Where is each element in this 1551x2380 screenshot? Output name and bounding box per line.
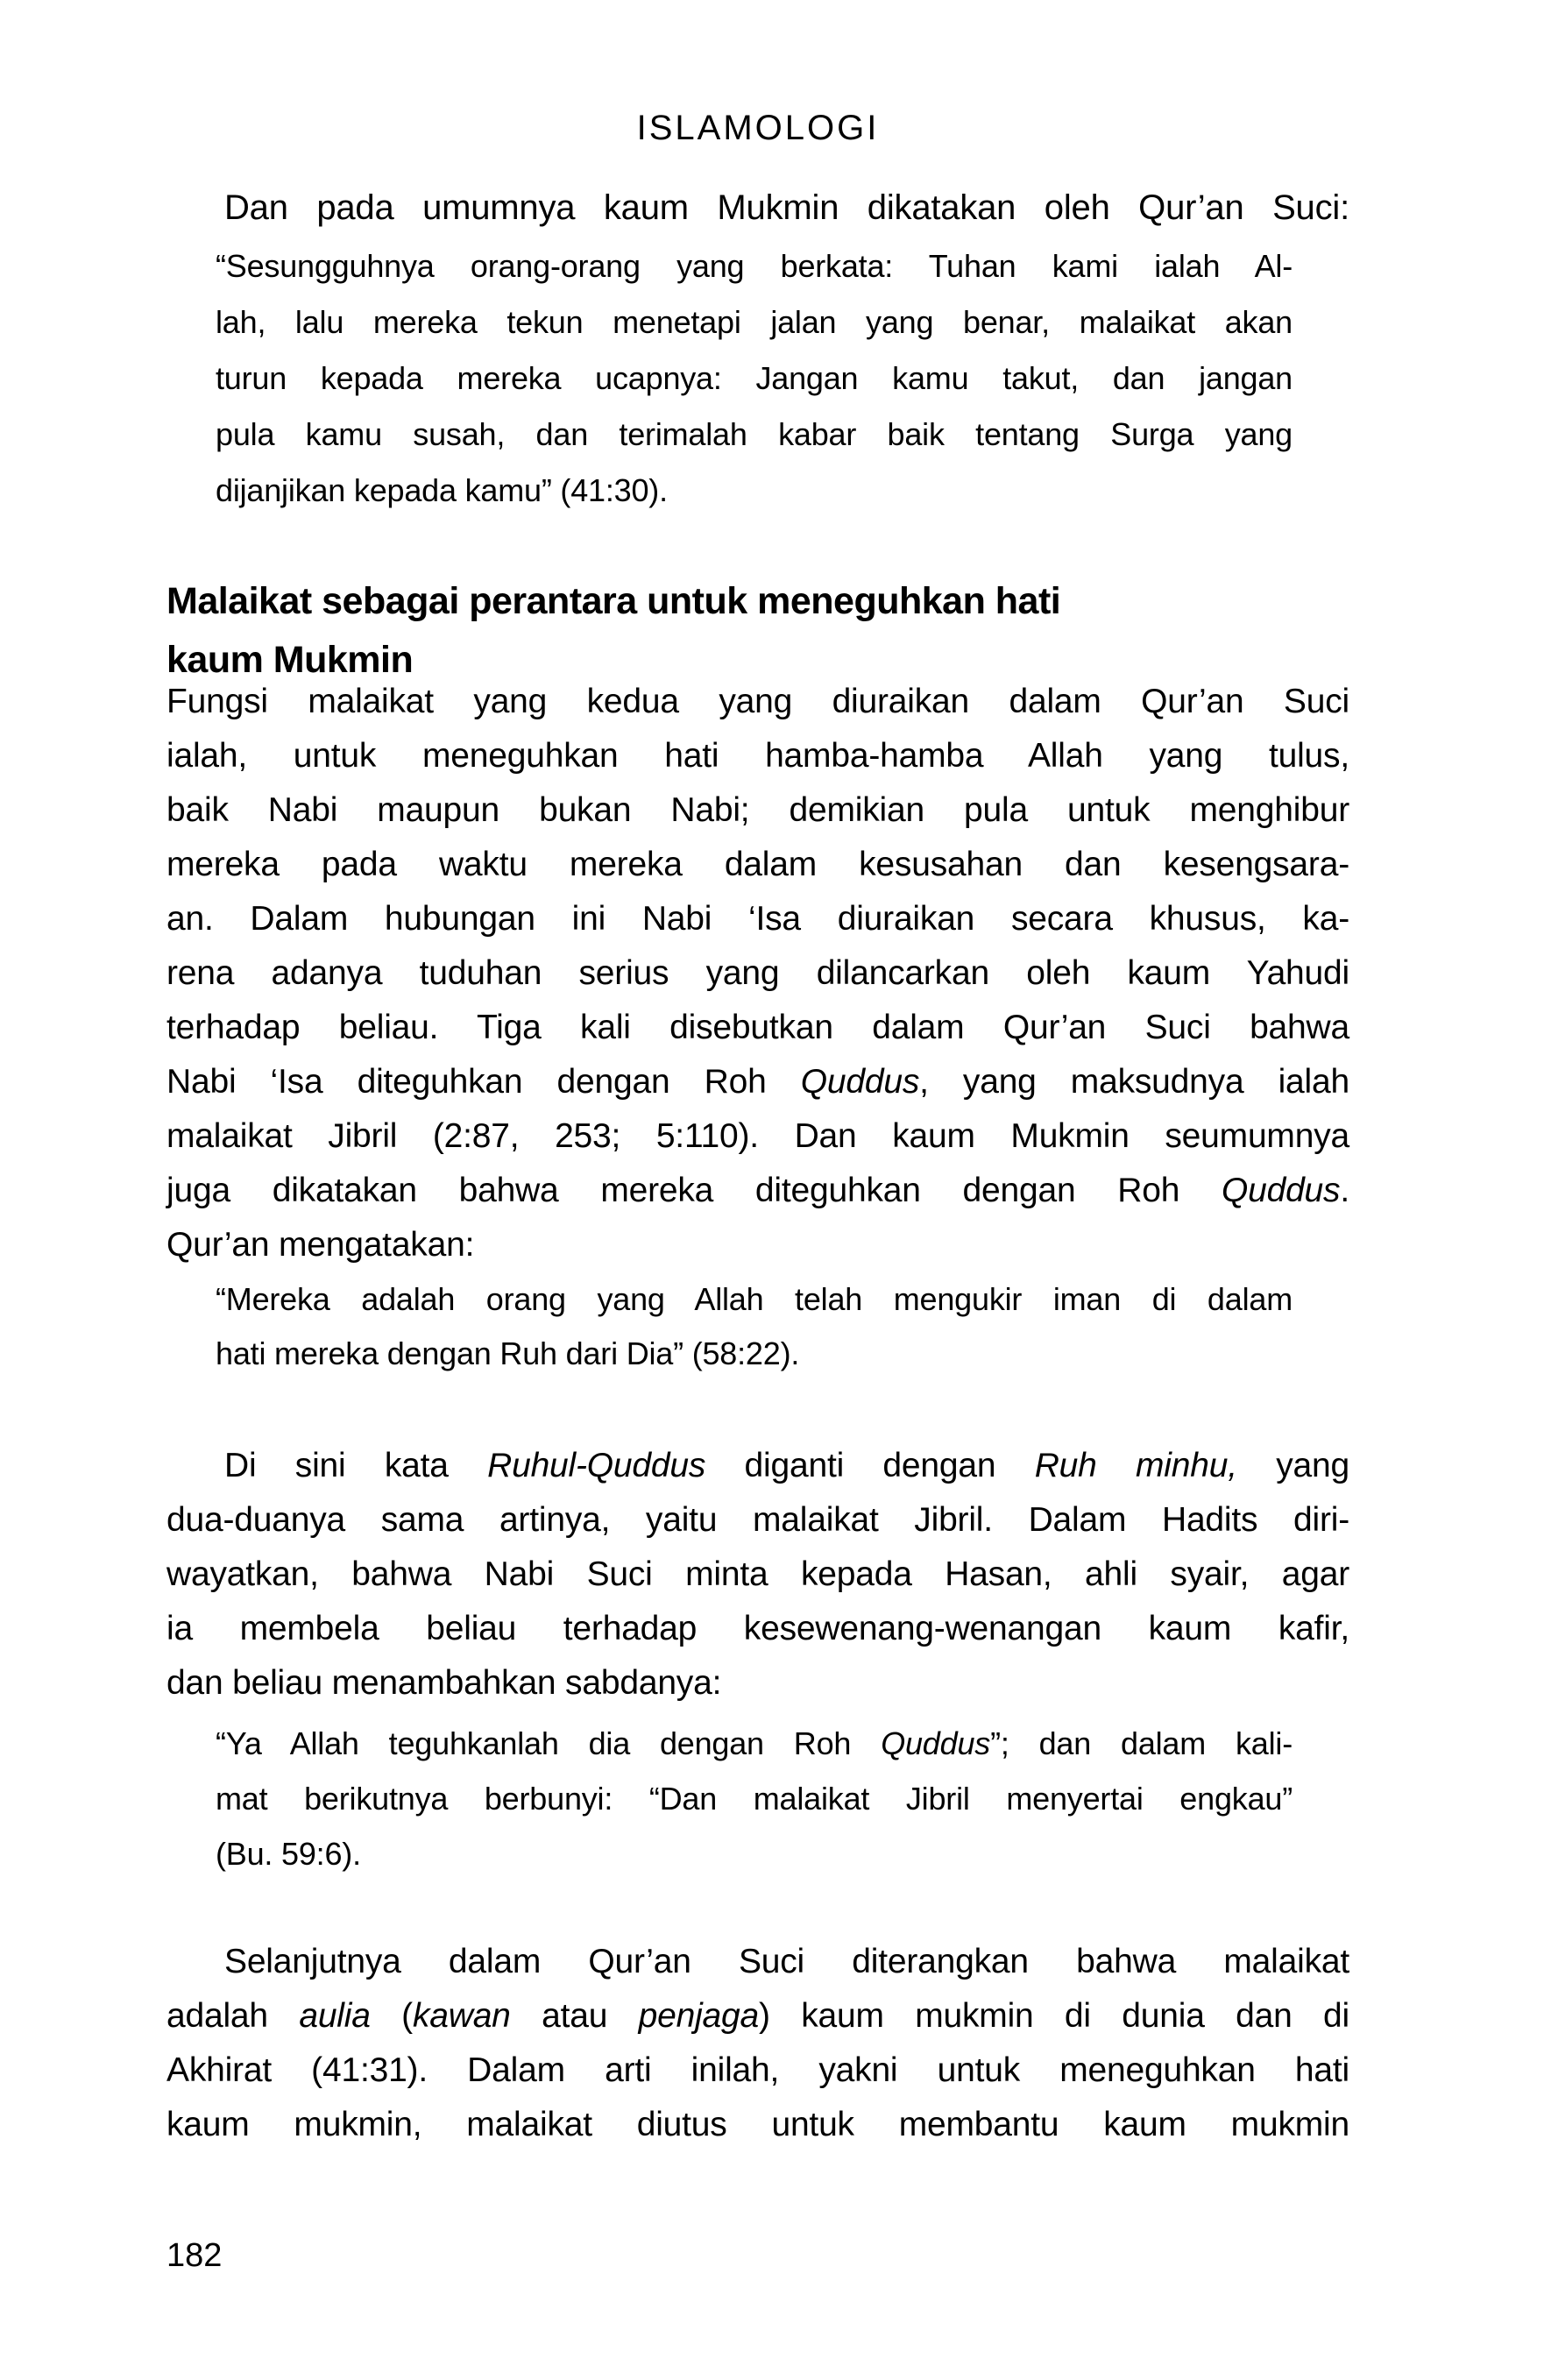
paragraph-function-of-angels bbox=[166, 675, 1349, 1272]
text-line: terhadap beliau. Tiga kali disebutkan dalam Qur’an Suci bahwa bbox=[166, 1009, 1349, 1046]
page-number: 182 bbox=[166, 2237, 223, 2274]
text-line: Dan pada umumnya kaum Mukmin dikatakan oleh Qur’an Suci: bbox=[224, 188, 1349, 227]
text-line: Fungsi malaikat yang kedua yang diuraikan dalam Qur’an Suci bbox=[166, 683, 1349, 720]
text-line: juga dikatakan bahwa mereka diteguhkan dengan Roh Quddus. bbox=[166, 1172, 1349, 1209]
text-line: ia membela beliau terhadap kesewenang-wenangan kaum kafir, bbox=[166, 1610, 1349, 1647]
text-line: “Ya Allah teguhkanlah dia dengan Roh Quddus”; dan dalam kali- bbox=[216, 1725, 1292, 1761]
paragraph-intro bbox=[166, 180, 1349, 236]
text-line: dan beliau menambahkan sabdanya: bbox=[166, 1664, 722, 1702]
text-line: mat berikutnya berbunyi: “Dan malaikat Jibril menyertai engkau” bbox=[216, 1781, 1292, 1817]
text-line: Akhirat (41:31). Dalam arti inilah, yakni untuk meneguhkan hati bbox=[166, 2051, 1349, 2089]
text-line: adalah aulia (kawan atau penjaga) kaum mukmin di dunia dan di bbox=[166, 1997, 1349, 2035]
text-line: Selanjutnya dalam Qur’an Suci diterangkan bahwa malaikat bbox=[224, 1943, 1349, 1980]
text-line: Qur’an mengatakan: bbox=[166, 1226, 475, 1264]
text-line: lah, lalu mereka tekun menetapi jalan yang benar, malaikat akan bbox=[216, 304, 1292, 340]
hadith-quote-bu-59-6 bbox=[216, 1716, 1292, 1881]
text-line: kaum mukmin, malaikat diutus untuk membantu kaum mukmin bbox=[166, 2106, 1349, 2143]
text-line: turun kepada mereka ucapnya: Jangan kamu takut, dan jangan bbox=[216, 360, 1292, 396]
text-line: mereka pada waktu mereka dalam kesusahan dan kesengsara- bbox=[166, 846, 1349, 883]
text-line: (Bu. 59:6). bbox=[216, 1836, 361, 1872]
text-line: Nabi ‘Isa diteguhkan dengan Roh Quddus, yang maksudnya ialah bbox=[166, 1063, 1349, 1101]
paragraph-aulia bbox=[166, 1935, 1349, 2152]
text-line: ialah, untuk meneguhkan hati hamba-hamba Allah yang tulus, bbox=[166, 737, 1349, 775]
text-line: pula kamu susah, dan terimalah kabar baik tentang Surga yang bbox=[216, 416, 1292, 452]
text-line: Di sini kata Ruhul-Quddus diganti dengan Ruh minhu, yang bbox=[224, 1447, 1349, 1484]
quran-quote-58-22 bbox=[216, 1272, 1292, 1381]
text-line: Malaikat sebagai perantara untuk meneguhkan hati bbox=[166, 580, 1061, 622]
text-line: “Mereka adalah orang yang Allah telah mengukir iman di dalam bbox=[216, 1281, 1292, 1317]
text-line: “Sesungguhnya orang-orang yang berkata: Tuhan kami ialah Al- bbox=[216, 248, 1292, 284]
text-line: an. Dalam hubungan ini Nabi ‘Isa diuraikan secara khusus, ka- bbox=[166, 900, 1349, 938]
text-line: hati mereka dengan Ruh dari Dia” (58:22). bbox=[216, 1335, 800, 1371]
running-head: ISLAMOLOGI bbox=[636, 109, 880, 147]
quran-quote-41-30 bbox=[216, 238, 1292, 519]
text-line: baik Nabi maupun bukan Nabi; demikian pula untuk menghibur bbox=[166, 791, 1349, 829]
paragraph-ruhul-quddus bbox=[166, 1439, 1349, 1711]
text-line: wayatkan, bahwa Nabi Suci minta kepada Hasan, ahli syair, agar bbox=[166, 1555, 1349, 1593]
text-line: dua-duanya sama artinya, yaitu malaikat Jibril. Dalam Hadits diri- bbox=[166, 1501, 1349, 1539]
text-line: dijanjikan kepada kamu” (41:30). bbox=[216, 472, 668, 508]
text-line: malaikat Jibril (2:87, 253; 5:110). Dan kaum Mukmin seumumnya bbox=[166, 1117, 1349, 1155]
text-line: kaum Mukmin bbox=[166, 639, 414, 681]
section-heading bbox=[166, 572, 1349, 690]
text-line: rena adanya tuduhan serius yang dilancarkan oleh kaum Yahudi bbox=[166, 954, 1349, 992]
